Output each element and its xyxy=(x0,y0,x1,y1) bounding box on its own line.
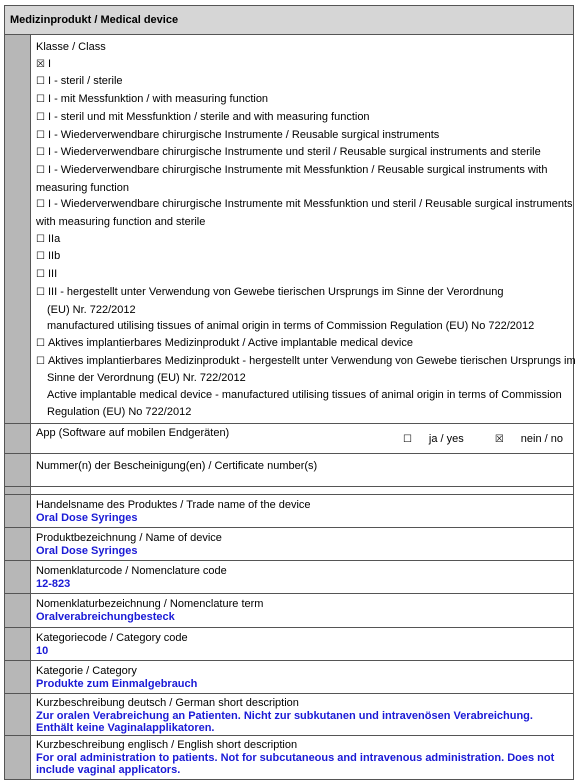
class-option-iia[interactable] xyxy=(36,231,576,249)
checkbox-icon[interactable]: ☒ xyxy=(36,58,45,70)
row-gutter xyxy=(5,594,31,627)
option-label-cont: Sinne der Verordnung (EU) Nr. 722/2012 xyxy=(47,372,246,385)
option-label-english: Active implantable medical device - manufactured utilising tissues of animal origin in terms of Commission xyxy=(47,389,562,402)
class-option-i-sterile[interactable] xyxy=(36,73,576,91)
checkbox-icon[interactable]: ☐ xyxy=(36,355,45,367)
class-label: Klasse / Class xyxy=(36,41,106,53)
checkbox-icon[interactable]: ☐ xyxy=(402,434,412,446)
checkbox-icon[interactable]: ☐ xyxy=(36,147,45,159)
class-option-i-reusable-sterile[interactable] xyxy=(36,144,576,162)
checkbox-icon[interactable]: ☐ xyxy=(36,233,45,245)
option-label: I - Wiederverwendbare chirurgische Instrumente / Reusable surgical instruments xyxy=(47,128,440,141)
option-label: IIb xyxy=(47,250,61,263)
row-gutter xyxy=(5,528,31,560)
field-value: 12-823 xyxy=(36,578,71,591)
field-label: Handelsname des Produktes / Trade name of the device xyxy=(36,499,311,512)
class-option-aimd[interactable] xyxy=(36,335,576,353)
checkbox-icon[interactable]: ☐ xyxy=(36,199,45,211)
class-option-i-reusable[interactable] xyxy=(36,127,576,145)
certificate-row xyxy=(5,454,573,487)
field-label: Kurzbeschreibung englisch / English short description xyxy=(36,739,298,752)
field-label: Kurzbeschreibung deutsch / German short description xyxy=(36,697,299,710)
field-label: Produktbezeichnung / Name of device xyxy=(36,532,222,545)
class-option-i-reusable-measuring[interactable] xyxy=(36,162,576,196)
app-no-option[interactable] xyxy=(481,433,563,445)
option-label: I - steril und mit Messfunktion / sterile and with measuring function xyxy=(47,110,370,123)
nomenclature-code-row xyxy=(5,561,573,594)
english-description-row xyxy=(5,736,573,779)
row-gutter xyxy=(5,487,31,494)
option-label: nein / no xyxy=(520,433,563,446)
checkbox-icon[interactable]: ☐ xyxy=(36,251,45,263)
class-option-i[interactable] xyxy=(36,56,576,74)
checkbox-icon[interactable]: ☐ xyxy=(36,76,45,88)
option-label: I - Wiederverwendbare chirurgische Instrumente und steril / Reusable surgical instruments and sterile xyxy=(47,146,541,159)
field-value: Produkte zum Einmalgebrauch xyxy=(36,678,198,691)
row-gutter xyxy=(5,694,31,735)
app-label: App (Software auf mobilen Endgeräten) xyxy=(36,427,230,440)
checkbox-icon[interactable]: ☐ xyxy=(36,164,45,176)
class-row xyxy=(5,35,576,424)
row-gutter xyxy=(5,35,31,423)
option-label: I - steril / sterile xyxy=(47,75,123,88)
category-code-row xyxy=(5,628,573,661)
class-option-aimd-tissue[interactable] xyxy=(36,353,576,421)
option-label-english-cont: Regulation (EU) No 722/2012 xyxy=(47,405,192,418)
app-yes-option[interactable] xyxy=(389,433,464,445)
option-label: ja / yes xyxy=(428,433,464,446)
field-label: Kategorie / Category xyxy=(36,665,137,678)
checkbox-icon[interactable]: ☐ xyxy=(36,286,45,298)
class-option-i-sterile-measuring[interactable] xyxy=(36,109,576,127)
row-gutter xyxy=(5,628,31,660)
row-gutter xyxy=(5,561,31,593)
option-label: III - hergestellt unter Verwendung von Gewebe tierischen Ursprungs im Sinne der Verordnung xyxy=(47,285,504,298)
class-option-i-measuring[interactable] xyxy=(36,91,576,109)
field-value: 10 xyxy=(36,645,49,658)
nomenclature-term-row xyxy=(5,594,573,628)
field-value: For oral administration to patients. Not for subcutaneous and intravenous administration. Does not include vaginal applicators. xyxy=(36,752,555,777)
row-gutter xyxy=(5,454,31,486)
class-option-iib[interactable] xyxy=(36,248,576,266)
app-row xyxy=(5,424,573,454)
option-label: III xyxy=(47,268,58,281)
section-title: Medizinprodukt / Medical device xyxy=(5,6,573,35)
field-value: Oral Dose Syringes xyxy=(36,512,138,525)
row-gutter xyxy=(5,736,31,779)
certificate-label: Nummer(n) der Bescheinigung(en) / Certificate number(s) xyxy=(36,460,318,473)
checkbox-icon[interactable]: ☐ xyxy=(36,94,45,106)
trade-name-row xyxy=(5,495,573,528)
option-label: Aktives implantierbares Medizinprodukt - hergestellt unter Verwendung von Gewebe tierischen Ursprungs im xyxy=(47,354,576,367)
medical-device-form xyxy=(4,5,574,780)
field-label: Kategoriecode / Category code xyxy=(36,632,188,645)
class-option-i-reusable-measuring-sterile[interactable] xyxy=(36,196,576,230)
option-label: Aktives implantierbares Medizinprodukt / Active implantable medical device xyxy=(47,336,413,349)
checkbox-icon[interactable]: ☐ xyxy=(36,129,45,141)
option-label: I xyxy=(47,57,52,70)
category-row xyxy=(5,661,573,694)
class-option-iii-tissue[interactable] xyxy=(36,284,576,335)
row-gutter xyxy=(5,424,31,453)
field-value: Oralverabreichungbesteck xyxy=(36,611,175,624)
option-label: I - mit Messfunktion / with measuring function xyxy=(47,93,269,106)
option-label: IIa xyxy=(47,232,61,245)
option-label-english: manufactured utilising tissues of animal origin in terms of Commission Regulation (EU) No 722/2012 xyxy=(47,320,535,333)
checkbox-icon[interactable]: ☐ xyxy=(36,337,45,349)
field-value: Oral Dose Syringes xyxy=(36,545,138,558)
field-label: Nomenklaturcode / Nomenclature code xyxy=(36,565,227,578)
field-value: Zur oralen Verabreichung an Patienten. Nicht zur subkutanen und intravenösen Verabreichung. Enthält keine Vaginalapplikatoren. xyxy=(36,710,533,735)
option-label-cont: (EU) Nr. 722/2012 xyxy=(47,303,136,316)
field-label: Nomenklaturbezeichnung / Nomenclature term xyxy=(36,598,264,611)
checkbox-icon[interactable]: ☐ xyxy=(36,269,45,281)
checkbox-icon[interactable]: ☐ xyxy=(36,111,45,123)
blank-row xyxy=(5,487,573,495)
option-label: I - Wiederverwendbare chirurgische Instrumente mit Messfunktion / Reusable surgical instruments with measuring function xyxy=(36,163,548,194)
device-name-row xyxy=(5,528,573,561)
german-description-row xyxy=(5,694,573,736)
checkbox-icon[interactable]: ☒ xyxy=(494,434,504,446)
row-gutter xyxy=(5,661,31,693)
option-label: I - Wiederverwendbare chirurgische Instrumente mit Messfunktion und steril / Reusable surgical instruments with measuring function and sterile xyxy=(36,198,573,229)
class-option-iii[interactable] xyxy=(36,266,576,284)
row-gutter xyxy=(5,495,31,527)
